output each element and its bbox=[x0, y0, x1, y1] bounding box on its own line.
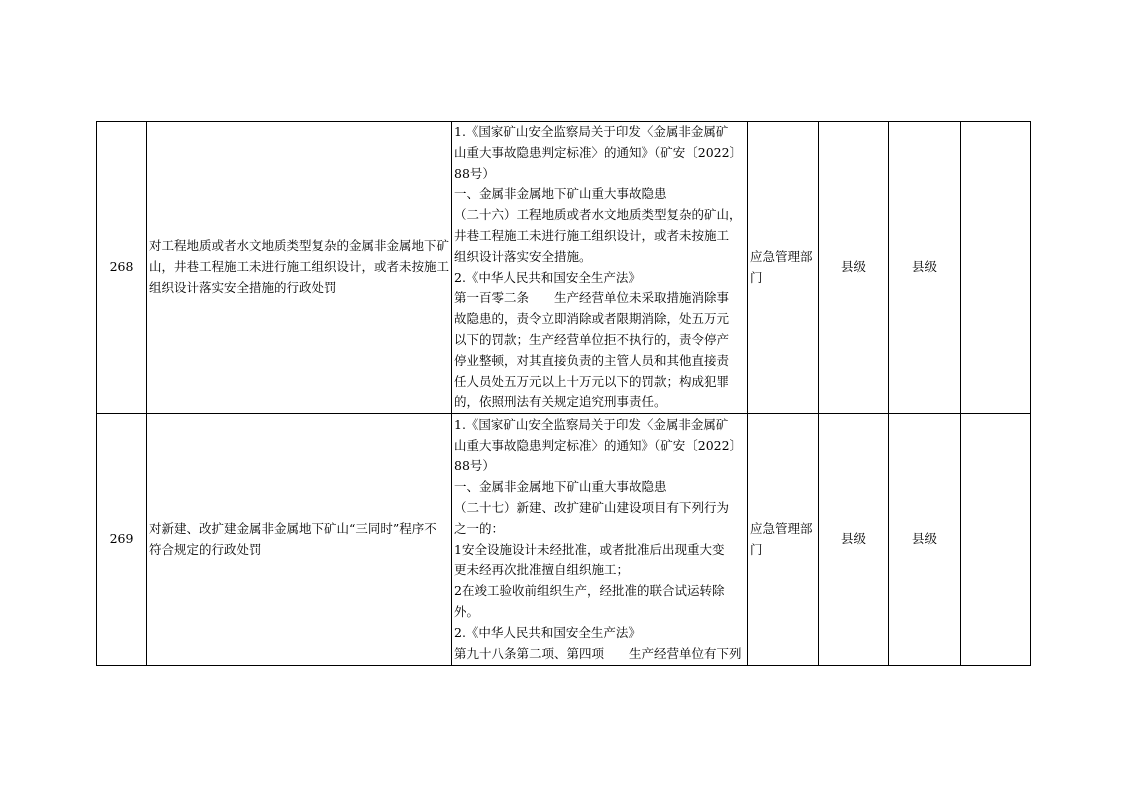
exercise-level: 县级 bbox=[819, 414, 889, 666]
basis-line: 88号） bbox=[454, 165, 495, 181]
basis-line: 第九十八条第二项、第四项 生产经营单位有下列 bbox=[454, 645, 742, 661]
remarks-cell bbox=[961, 122, 1031, 414]
basis-line: 山重大事故隐患判定标准〉的通知》（矿安〔2022〕 bbox=[454, 144, 743, 160]
basis-line: 1.《国家矿山安全监察局关于印发〈金属非金属矿 bbox=[454, 124, 729, 139]
basis-line: 2在竣工验收前组织生产，经批准的联合试运转除 bbox=[454, 583, 725, 599]
implementing-department: 应急管理部门 bbox=[748, 122, 819, 414]
basis-line: 停业整顿，对其直接负责的主管人员和其他直接责 bbox=[454, 352, 730, 368]
basis-line: 故隐患的，责令立即消除或者限期消除，处五万元 bbox=[454, 311, 730, 327]
basis-line: 88号） bbox=[454, 458, 495, 474]
basis-line: 第一百零二条 生产经营单位未采取措施消除事 bbox=[454, 290, 730, 306]
basis-line: 的，依照刑法有关规定追究刑事责任。 bbox=[454, 394, 667, 410]
basis-line: （二十六）工程地质或者水文地质类型复杂的矿山， bbox=[454, 207, 742, 223]
basis-line: 2.《中华人民共和国安全生产法》 bbox=[454, 624, 641, 640]
basis-line: 一、金属非金属地下矿山重大事故隐患 bbox=[454, 186, 667, 202]
legal-basis bbox=[452, 414, 748, 666]
basis-line: 以下的罚款；生产经营单位拒不执行的，责令停产 bbox=[454, 331, 730, 347]
table-row bbox=[97, 414, 1031, 666]
legal-basis bbox=[452, 122, 748, 414]
basis-line: 山重大事故隐患判定标准〉的通知》（矿安〔2022〕 bbox=[454, 437, 743, 453]
exercise-level-secondary: 县级 bbox=[889, 122, 961, 414]
penalty-item-name: 对新建、改扩建金属非金属地下矿山“三同时”程序不符合规定的行政处罚 bbox=[147, 414, 452, 666]
basis-line: 任人员处五万元以上十万元以下的罚款；构成犯罪 bbox=[454, 373, 730, 389]
row-number: 268 bbox=[97, 122, 147, 414]
implementing-department: 应急管理部门 bbox=[748, 414, 819, 666]
basis-line: 1.《国家矿山安全监察局关于印发〈金属非金属矿 bbox=[454, 416, 729, 432]
basis-line: 外。 bbox=[454, 604, 480, 620]
basis-line: 一、金属非金属地下矿山重大事故隐患 bbox=[454, 479, 667, 495]
basis-line: 1安全设施设计未经批准，或者批准后出现重大变 bbox=[454, 541, 725, 557]
remarks-cell bbox=[961, 414, 1031, 666]
exercise-level: 县级 bbox=[819, 122, 889, 414]
table-row bbox=[97, 122, 1031, 414]
exercise-level-secondary: 县级 bbox=[889, 414, 961, 666]
basis-line: 组织设计落实安全措施。 bbox=[454, 248, 592, 264]
authority-table bbox=[96, 121, 1031, 666]
basis-line: 更未经再次批准擅自组织施工； bbox=[454, 562, 630, 578]
row-number: 269 bbox=[97, 414, 147, 666]
penalty-item-name: 对工程地质或者水文地质类型复杂的金属非金属地下矿山，井巷工程施工未进行施工组织设计，或者未按施工组织设计落实安全措施的行政处罚 bbox=[147, 122, 452, 414]
basis-line: 2.《中华人民共和国安全生产法》 bbox=[454, 269, 641, 285]
basis-line: 之一的： bbox=[454, 520, 505, 536]
basis-line: （二十七）新建、改扩建矿山建设项目有下列行为 bbox=[454, 500, 730, 516]
basis-line: 井巷工程施工未进行施工组织设计，或者未按施工 bbox=[454, 227, 730, 243]
